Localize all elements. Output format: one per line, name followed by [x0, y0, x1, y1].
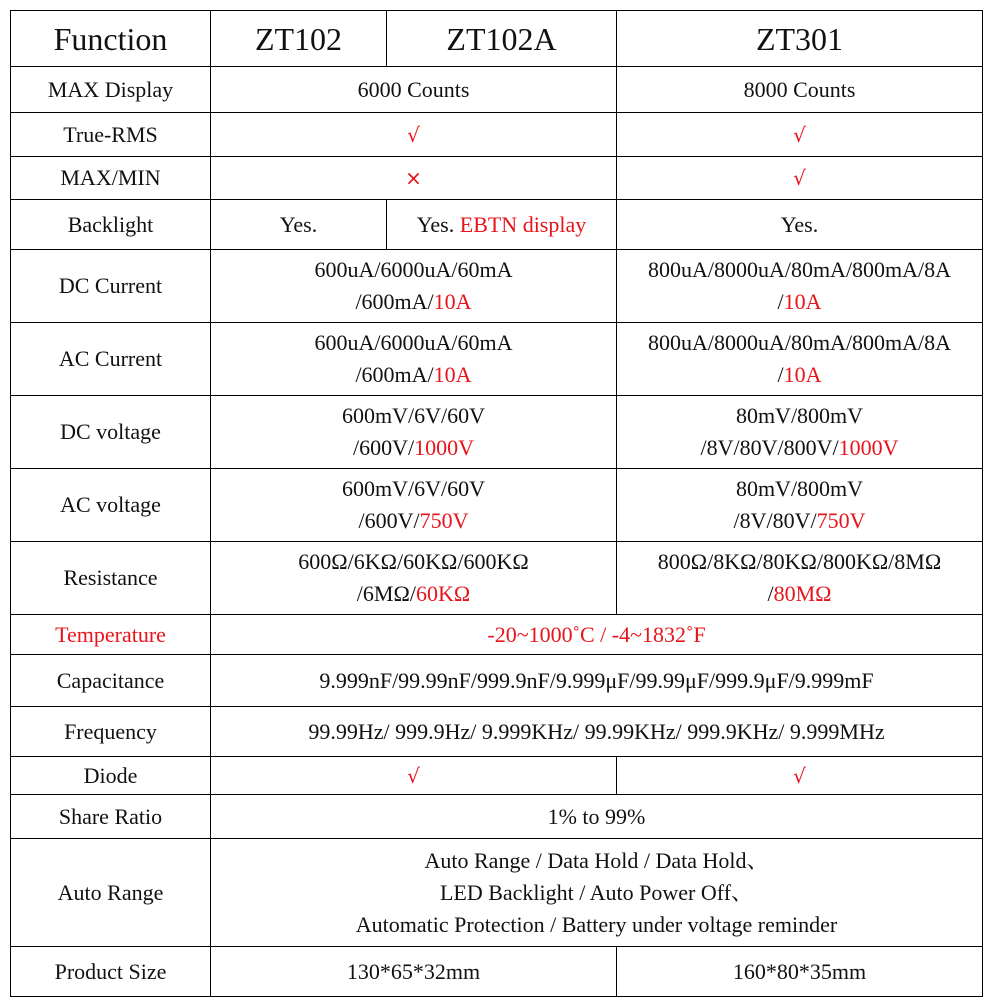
frequency-value: 99.99Hz/ 999.9Hz/ 9.999KHz/ 99.99KHz/ 999.9KHz/ 9.999MHz	[211, 707, 983, 757]
capacitance-value: 9.999nF/99.99nF/999.9nF/9.999μF/99.99μF/999.9μF/9.999mF	[211, 655, 983, 707]
check-mark-icon: √	[407, 763, 420, 788]
resistance-zt102-line1: 600Ω/6KΩ/60KΩ/600KΩ	[298, 549, 529, 574]
label-resistance: Resistance	[11, 542, 211, 615]
dc-voltage-zt102-l2a: /600V/	[352, 435, 415, 460]
header-row	[11, 11, 983, 67]
auto-range-line1: Auto Range / Data Hold / Data Hold、	[424, 847, 769, 873]
ac-current-zt102-line1: 600uA/6000uA/60mA	[314, 330, 513, 355]
label-backlight: Backlight	[11, 200, 211, 250]
ac-current-zt102-line2	[211, 359, 616, 391]
dc-voltage-zt102-line1: 600mV/6V/60V	[342, 403, 485, 428]
dc-current-zt102-line2	[211, 286, 616, 318]
ac-voltage-zt301-line2	[617, 505, 982, 537]
label-dc-voltage: DC voltage	[11, 396, 211, 469]
ac-current-zt301-line2	[617, 359, 982, 391]
ac-voltage-zt301-l2a: /8V/80V/	[733, 508, 817, 533]
dc-current-zt301	[617, 250, 983, 323]
dc-voltage-zt301	[617, 396, 983, 469]
ac-current-zt301-l2b: 10A	[783, 362, 822, 387]
header-zt301: ZT301	[617, 11, 983, 67]
dc-voltage-zt301-l2b: 1000V	[838, 435, 899, 460]
backlight-zt102a	[387, 200, 617, 250]
dc-current-zt301-l2b: 10A	[783, 289, 822, 314]
row-ac-voltage	[11, 469, 983, 542]
ac-voltage-zt102-line2	[211, 505, 616, 537]
resistance-zt301-line2	[617, 578, 982, 610]
row-dc-current	[11, 250, 983, 323]
ac-voltage-zt301-l2b: 750V	[816, 508, 866, 533]
label-product-size: Product Size	[11, 947, 211, 997]
check-mark-icon: √	[793, 122, 806, 147]
header-function: Function	[11, 11, 211, 67]
cross-mark-icon: ×	[405, 166, 422, 190]
dc-current-zt301-line2	[617, 286, 982, 318]
dc-voltage-zt102-l2b: 1000V	[414, 435, 474, 460]
row-dc-voltage	[11, 396, 983, 469]
ac-voltage-zt102	[211, 469, 617, 542]
label-temperature: Temperature	[11, 615, 211, 655]
label-max-min: MAX/MIN	[11, 157, 211, 200]
true-rms-zt102	[211, 113, 617, 157]
dc-current-zt102-line1: 600uA/6000uA/60mA	[314, 257, 513, 282]
dc-current-zt102-l2a: /600mA/	[355, 289, 434, 314]
dc-current-zt102	[211, 250, 617, 323]
product-size-zt301: 160*80*35mm	[617, 947, 983, 997]
backlight-zt301: Yes.	[617, 200, 983, 250]
row-diode	[11, 757, 983, 795]
resistance-zt301	[617, 542, 983, 615]
backlight-zt102: Yes.	[211, 200, 387, 250]
dc-voltage-zt301-line1: 80mV/800mV	[735, 403, 864, 428]
label-ac-voltage: AC voltage	[11, 469, 211, 542]
ac-current-zt102-l2b: 10A	[433, 362, 472, 387]
backlight-zt102a-yes: Yes.	[416, 211, 460, 237]
label-dc-current: DC Current	[11, 250, 211, 323]
product-size-zt102: 130*65*32mm	[211, 947, 617, 997]
row-backlight	[11, 200, 983, 250]
dc-current-zt102-l2b: 10A	[433, 289, 472, 314]
spec-table	[10, 10, 983, 997]
max-min-zt102	[211, 157, 617, 200]
check-mark-icon: √	[793, 166, 806, 190]
row-temperature	[11, 615, 983, 655]
ac-voltage-zt301	[617, 469, 983, 542]
resistance-zt102-line2	[211, 578, 616, 610]
ac-voltage-zt301-line1: 80mV/800mV	[735, 476, 864, 501]
ac-current-zt301	[617, 323, 983, 396]
label-diode: Diode	[11, 757, 211, 795]
diode-zt102	[211, 757, 617, 795]
resistance-zt102-l2a: /6MΩ/	[356, 581, 416, 606]
row-product-size	[11, 947, 983, 997]
header-zt102: ZT102	[211, 11, 387, 67]
diode-zt301	[617, 757, 983, 795]
label-share-ratio: Share Ratio	[11, 795, 211, 839]
ac-voltage-zt102-l2b: 750V	[419, 508, 469, 533]
share-ratio-value: 1% to 99%	[211, 795, 983, 839]
backlight-zt102a-ebtn: EBTN display	[459, 211, 587, 237]
resistance-zt301-l2b: 80MΩ	[773, 581, 832, 606]
dc-voltage-zt301-line2	[617, 432, 982, 464]
true-rms-zt301	[617, 113, 983, 157]
auto-range-line2: LED Backlight / Auto Power Off、	[439, 879, 754, 905]
label-auto-range: Auto Range	[11, 839, 211, 947]
ac-voltage-zt102-l2a: /600V/	[358, 508, 420, 533]
ac-current-zt102-l2a: /600mA/	[355, 362, 434, 387]
ac-current-zt301-l2a: /	[777, 362, 784, 387]
dc-voltage-zt102-line2	[211, 432, 616, 464]
label-frequency: Frequency	[11, 707, 211, 757]
temperature-value: -20~1000˚C / -4~1832˚F	[211, 615, 983, 655]
ac-current-zt102	[211, 323, 617, 396]
resistance-zt301-l2a: /	[767, 581, 774, 606]
max-display-zt102: 6000 Counts	[211, 67, 617, 113]
label-max-display: MAX Display	[11, 67, 211, 113]
row-max-min	[11, 157, 983, 200]
dc-voltage-zt102	[211, 396, 617, 469]
row-share-ratio	[11, 795, 983, 839]
row-resistance	[11, 542, 983, 615]
check-mark-icon: √	[793, 763, 806, 788]
dc-current-zt301-line1: 800uA/8000uA/80mA/800mA/8A	[647, 257, 952, 282]
header-zt102a: ZT102A	[387, 11, 617, 67]
resistance-zt301-line1: 800Ω/8KΩ/80KΩ/800KΩ/8MΩ	[657, 549, 942, 574]
row-capacitance	[11, 655, 983, 707]
ac-voltage-zt102-line1: 600mV/6V/60V	[342, 476, 485, 501]
row-auto-range	[11, 839, 983, 947]
max-min-zt301	[617, 157, 983, 200]
auto-range-value	[211, 839, 983, 947]
row-true-rms	[11, 113, 983, 157]
dc-current-zt301-l2a: /	[777, 289, 784, 314]
max-display-zt301: 8000 Counts	[617, 67, 983, 113]
row-ac-current	[11, 323, 983, 396]
check-mark-icon: √	[407, 122, 420, 147]
row-frequency	[11, 707, 983, 757]
label-capacitance: Capacitance	[11, 655, 211, 707]
dc-voltage-zt301-l2a: /8V/80V/800V/	[700, 435, 839, 460]
ac-current-zt301-line1: 800uA/8000uA/80mA/800mA/8A	[647, 330, 952, 355]
resistance-zt102	[211, 542, 617, 615]
label-ac-current: AC Current	[11, 323, 211, 396]
auto-range-line3: Automatic Protection / Battery under voltage reminder	[355, 911, 838, 937]
label-true-rms: True-RMS	[11, 113, 211, 157]
resistance-zt102-l2b: 60KΩ	[415, 581, 471, 606]
row-max-display	[11, 67, 983, 113]
